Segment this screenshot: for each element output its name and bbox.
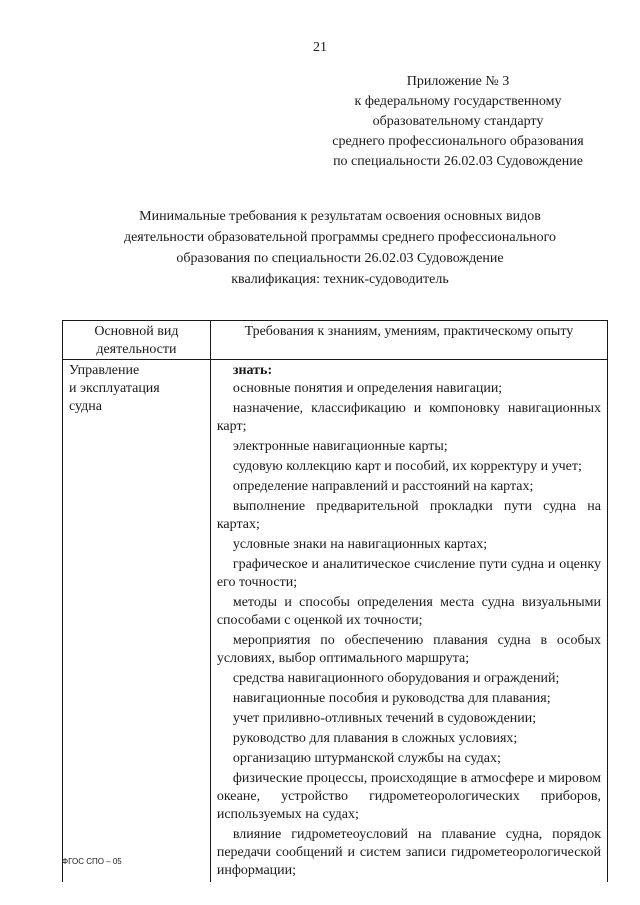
activity-line: Управление bbox=[69, 363, 140, 378]
activity-cell bbox=[63, 360, 211, 883]
list-item: графическое и аналитическое счисление пути судна и оценку его точности; bbox=[216, 557, 601, 590]
know-label: знать: bbox=[232, 363, 273, 378]
footer-code: ФГОС СПО – 05 bbox=[62, 857, 122, 866]
activity-line: и эксплуатация bbox=[69, 381, 160, 396]
list-item: электронные навигационные карты; bbox=[232, 439, 448, 454]
list-item: назначение, классификацию и компоновку навигационных карт; bbox=[216, 401, 601, 434]
list-item: выполнение предварительной прокладки пути судна на картах; bbox=[216, 499, 601, 532]
list-item: методы и способы определения места судна визуальными способами с оценкой их точности; bbox=[216, 595, 601, 628]
appendix-line: Приложение № 3 bbox=[406, 74, 510, 89]
list-item: руководство для плавания в сложных условиях; bbox=[232, 731, 518, 746]
list-item: организацию штурманской службы на судах; bbox=[232, 751, 501, 766]
appendix-line: к федеральному государственному bbox=[354, 94, 562, 109]
table-row bbox=[63, 360, 608, 883]
page-number: 21 bbox=[313, 40, 327, 55]
header-requirements: Требования к знаниям, умениям, практическому опыту bbox=[210, 321, 607, 360]
title-line: квалификация: техник-судоводитель bbox=[231, 272, 449, 287]
appendix-block bbox=[308, 72, 608, 172]
table-header-row bbox=[63, 321, 608, 360]
list-item: навигационные пособия и руководства для плавания; bbox=[232, 691, 551, 706]
list-item: условные знаки на навигационных картах; bbox=[232, 537, 488, 552]
activity-line: судна bbox=[69, 399, 102, 414]
appendix-line: по специальности 26.02.03 Судовождение bbox=[333, 154, 583, 169]
list-item: основные понятия и определения навигации; bbox=[232, 381, 503, 396]
list-item: влияние гидрометеоусловий на плавание судна, порядок передачи сообщений и систем записи гидрометеорологической информации; bbox=[216, 827, 601, 878]
list-item: судовую коллекцию карт и пособий, их корректуру и учет; bbox=[232, 459, 582, 474]
header-activity: Основной вид деятельности bbox=[63, 321, 211, 360]
appendix-line: среднего профессионального образования bbox=[332, 134, 584, 149]
title-line: Минимальные требования к результатам освоения основных видов bbox=[139, 209, 541, 224]
requirements-cell bbox=[210, 360, 607, 883]
list-item: мероприятия по обеспечению плавания судна в особых условиях, выбор оптимального маршрута; bbox=[216, 633, 601, 666]
title-line: деятельности образовательной программы среднего профессионального bbox=[123, 230, 557, 245]
list-item: учет приливно-отливных течений в судовождении; bbox=[232, 711, 537, 726]
requirements-table bbox=[62, 320, 608, 882]
document-title bbox=[90, 206, 590, 290]
list-item: средства навигационного оборудования и ограждений; bbox=[232, 671, 560, 686]
title-line: образования по специальности 26.02.03 Судовождение bbox=[176, 251, 504, 266]
list-item: определение направлений и расстояний на картах; bbox=[232, 479, 534, 494]
appendix-line: образовательному стандарту bbox=[372, 114, 544, 129]
list-item: физические процессы, происходящие в атмосфере и мировом океане, устройство гидрометеорологических приборов, используемых на судах; bbox=[216, 771, 601, 822]
